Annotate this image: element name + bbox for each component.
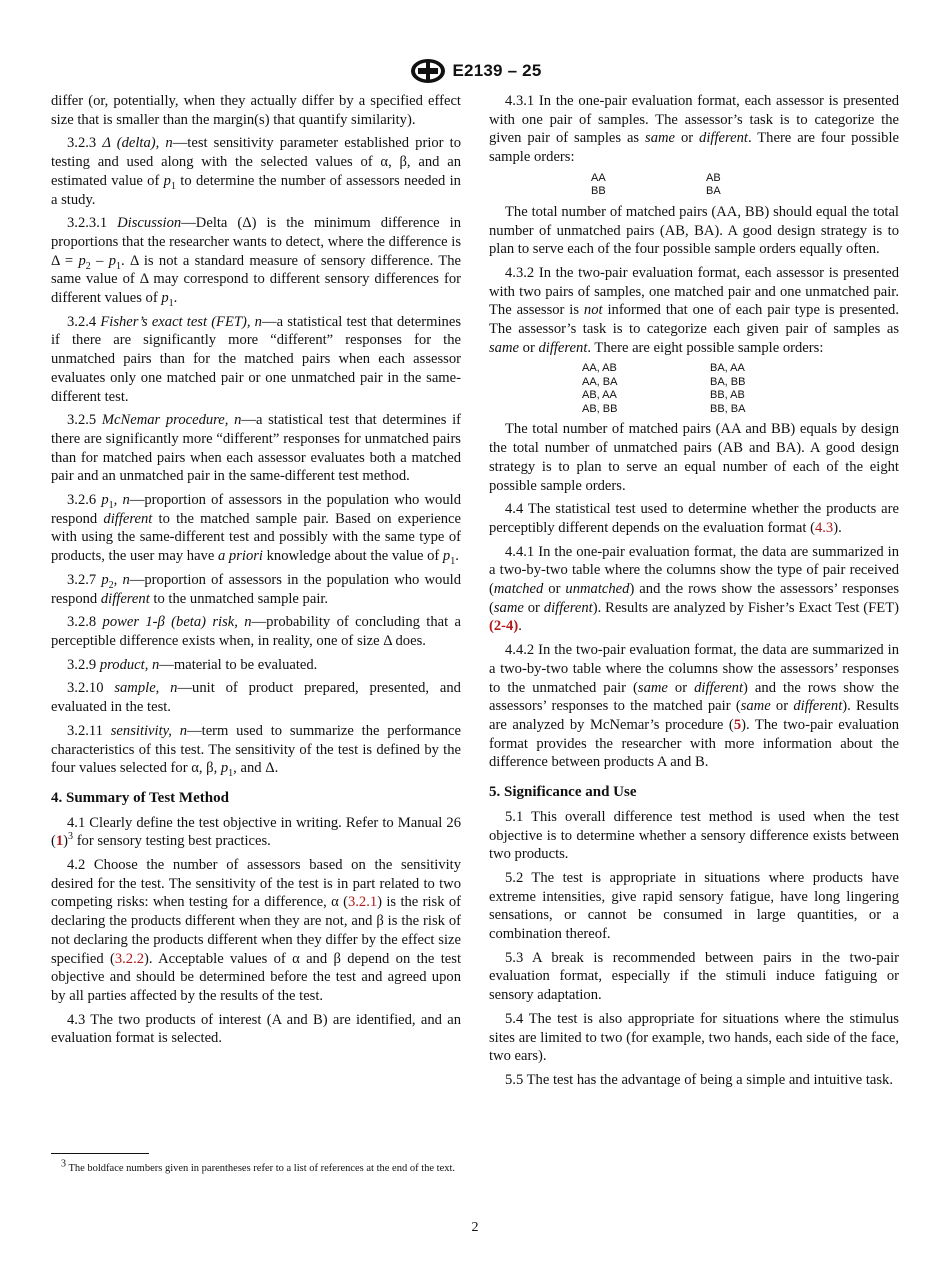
para-continued: differ (or, potentially, when they actually differ by a specified effect size that is smaller than the margin(s) that quantify similarity). — [51, 93, 461, 128]
section-4-heading: 4. Summary of Test Method — [51, 789, 229, 806]
para-3-2-9: 3.2.9 product, n—material to be evaluated. — [67, 656, 318, 673]
para-4-4: 4.4 The statistical test used to determine whether the products are perceptibly different depends on the evaluation format (4.3). — [489, 501, 899, 536]
link-4-3[interactable]: 4.3 — [814, 519, 834, 536]
para-4-3-2-b: The total number of matched pairs (AA and BB) equals by design the total number of unmatched pairs (AB and BA). A good design strategy is to plan to serve an equal number of each of the eight possible sample orders. — [489, 421, 899, 494]
para-4-4-1: 4.4.1 In the one-pair evaluation format, the data are summarized in a two-by-two table where the columns show the type of pair received (matched or unmatched) and the rows show the assessors’ responses (same or different). Results are analyzed by Fisher’s Exact Test (FET) (2-4). — [489, 543, 899, 635]
left-column — [51, 92, 461, 1053]
para-5-3: 5.3 A break is recommended between pairs in the two-pair evaluation format, especially if the stimuli induce fatiguing or sensory adaptation. — [489, 949, 899, 1004]
para-3-2-10: 3.2.10 sample, n—unit of product prepared, presented, and evaluated in the test. — [51, 680, 461, 716]
page-header — [0, 58, 950, 84]
para-4-3-1: 4.3.1 In the one-pair evaluation format, each assessor is presented with one pair of samples. The assessor’s task is to categorize the given pair of samples as same or different. There are four possible sample orders: — [489, 93, 900, 166]
para-4-1: 4.1 Clearly define the test objective in writing. Refer to Manual 26 $(1)^3$ for sensory testing best practices. — [51, 814, 461, 850]
ref-link-1[interactable]: 1 — [55, 833, 64, 850]
para-4-3-2: 4.3.2 In the two-pair evaluation format, each assessor is presented with two pairs of samples, one matched pair and one unmatched pair. The assessor is not informed that one of each pair type is presented. The assessor’s task is to categorize each given pair of samples as same or different. There are eight possible sample orders: — [489, 264, 899, 356]
para-3-2-8: 3.2.8 power 1-β (beta) risk, n—probability of concluding that a perceptible difference exists when, in reality, one of size Δ does. — [51, 614, 462, 649]
para-3-2-7: 3.2.7 $p_2$, n—proportion of assessors in the population who would respond different to the unmatched sample pair. — [51, 571, 461, 607]
para-3-2-3: 3.2.3 Δ (delta), n—test sensitivity parameter established prior to testing and used along with the selected values of α, β, and an estimated value of $p_1$ to determine the number of assessors needed in a study. — [51, 135, 462, 208]
designation: E2139 – 25 — [452, 61, 542, 80]
para-4-4-2: 4.4.2 In the two-pair evaluation format, the data are summarized in a two-by-two table where the columns show the assessors’ responses to the unmatched pair (same or different) and the rows show the assessors’ responses to the matched pair (same or different). Results are analyzed by McNemar’s procedure (5). The two-pair evaluation format provides the researcher with more information about the difference between products A and B. — [489, 642, 900, 771]
footnote-ref-3[interactable]: 3 — [68, 831, 74, 843]
para-3-2-4: 3.2.4 Fisher’s exact test (FET), n—a statistical test that determines if there are significantly more “different” responses for the unmatched pairs than for the matched pairs when each assessor evaluates only one matched pair or one unmatched pair in the same-different test. — [51, 313, 461, 405]
link-3-2-2[interactable]: 3.2.2 — [114, 950, 145, 967]
sample-orders-one-pair: AA BB AB BA — [591, 171, 721, 198]
ref-link-2-4[interactable]: (2-4) — [489, 618, 519, 635]
para-4-3-1-b: The total number of matched pairs (AA, BB) should equal the total number of unmatched pairs (AB, BA). A good design strategy is to plan to serve each of the four possible sample orders equally often. — [489, 203, 899, 258]
ref-link-5[interactable]: 5 — [733, 716, 742, 733]
para-4-2: 4.2 Choose the number of assessors based on the sensitivity desired for the test. The sensitivity of the test is in part related to two competing risks: when testing for a difference, α (3.2.1) is the risk of declaring the products different when they are not, and β is the risk of not declaring the products different when they differ by the effect size specified (3.2.2). Acceptable values of α and β depend on the test objective and should be determined before the test and agreed upon by all parties affected by the results of the test. — [51, 857, 461, 1004]
page-number: 2 — [471, 1220, 479, 1235]
link-3-2-1[interactable]: 3.2.1 — [347, 894, 378, 911]
footnote: $^3$ The boldface numbers given in parentheses refer to a list of references at the end of the text. — [61, 1158, 456, 1174]
para-5-4: 5.4 The test is also appropriate for situations where the stimulus sites are limited to two (for example, two hands, each side of the face, two ears). — [489, 1010, 899, 1065]
astm-logo-icon — [409, 58, 447, 84]
para-3-2-5: 3.2.5 McNemar procedure, n—a statistical test that determines if there are significantly more “different” responses for unmatched pairs than for matched pairs when each assessor evaluates both a matched pair and an unmatched pair in the same-different test method. — [51, 412, 461, 485]
para-3-2-11: 3.2.11 sensitivity, n—term used to summarize the performance characteristics of this test. The sensitivity of the test is defined by the four values selected for α, β, $p_1$, and Δ. — [51, 722, 461, 780]
para-4-3: 4.3 The two products of interest (A and B) are identified, and an evaluation format is selected. — [51, 1011, 461, 1047]
para-5-5: 5.5 The test has the advantage of being a simple and intuitive task. — [505, 1071, 893, 1088]
para-5-1: 5.1 This overall difference test method is used when the test objective is to determine whether a sensory difference exists between two products. — [489, 808, 899, 863]
para-5-2: 5.2 The test is appropriate in situations where products have extreme intensities, give rapid sensory fatigue, have long lingering sensations, or cannot be consumed in large quantities, or a combination thereof. — [489, 869, 899, 943]
footnote-rule — [51, 1153, 149, 1154]
para-3-2-6: 3.2.6 $p_1$, n—proportion of assessors in the population who would respond different to the matched sample pair. Based on experience with using the same-different test and possibly with the same type of products, the user may have a priori knowledge about the value of $p_1$. — [51, 492, 461, 568]
section-5-heading: 5. Significance and Use — [489, 784, 637, 801]
sample-orders-two-pair: AA, AB AA, BA AB, AA AB, BB BA, AA BA, BB BB, AB BB, BA — [582, 362, 746, 415]
para-3-2-3-1: 3.2.3.1 Discussion—Delta (Δ) is the minimum difference in proportions that the researcher wants to detect, where the difference is $\Delta = p_2 - p_1$. Δ is not a standard measure of sensory difference. The same value of Δ may correspond to different sensory differences for different values of $p_1$. — [51, 215, 462, 309]
right-column — [489, 92, 899, 1095]
